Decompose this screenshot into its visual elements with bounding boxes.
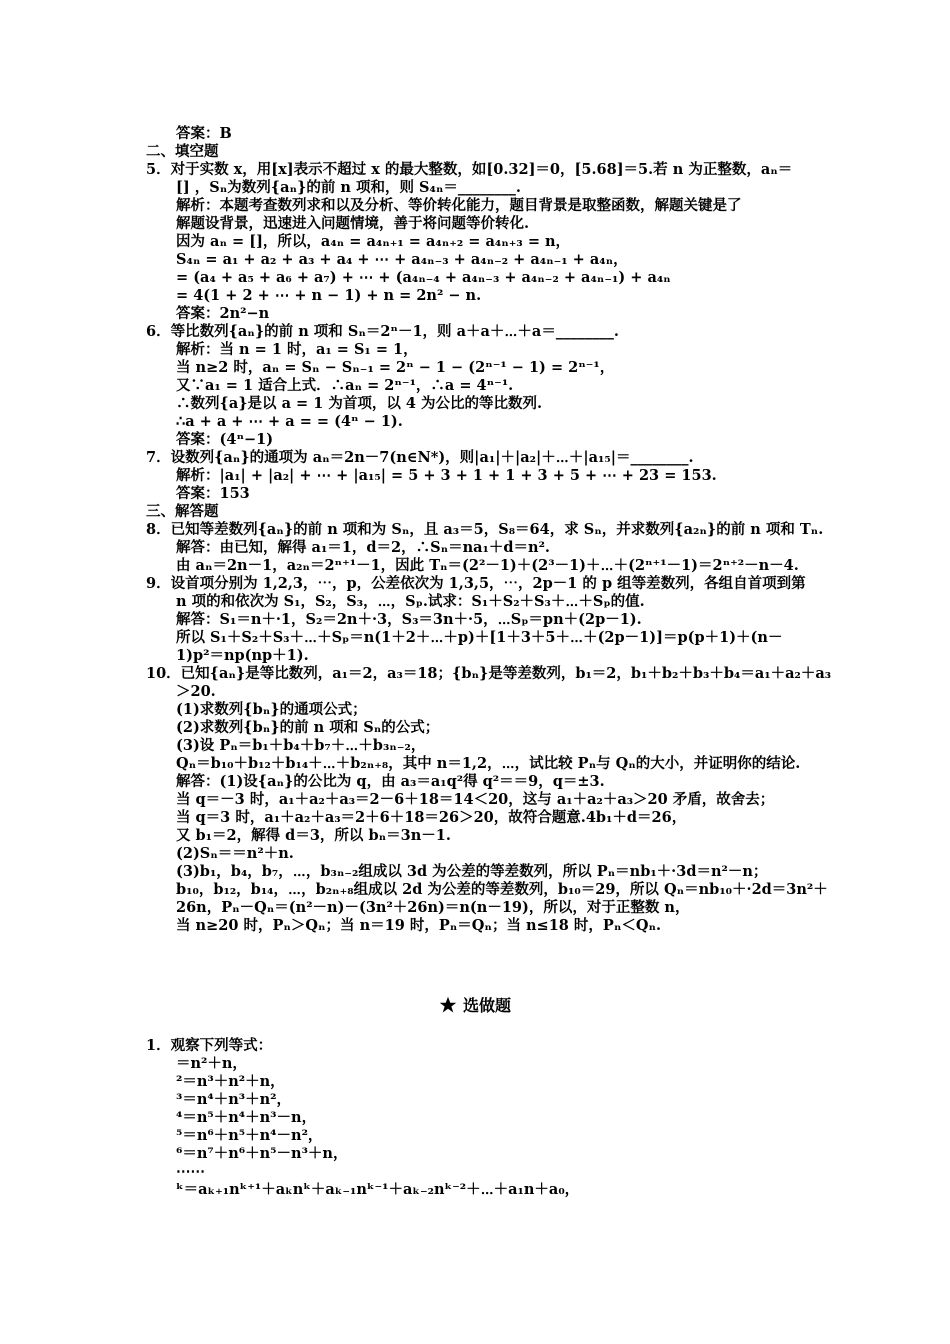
solution-line: 又∵a₁ = 1 适合上式．∴aₙ = 2ⁿ⁻¹，∴a = 4ⁿ⁻¹.: [176, 377, 514, 394]
star-icon: [439, 996, 457, 1014]
solution-line: 又 b₁＝2，解得 d＝3，所以 bₙ＝3n－1.: [176, 827, 451, 844]
solution-line: 1)p²＝np(np＋1).: [176, 647, 309, 664]
optional-section-title: 选做题: [462, 996, 511, 1015]
answer-line: 答案：2n²−n: [176, 305, 270, 322]
analysis-line: 解题设背景，迅速进入问题情境，善于将问题等价转化.: [176, 215, 530, 232]
solution-line: (3)b₁，b₄，b₇，⋯，b₃ₙ₋₂组成以 3d 为公差的等差数列，所以 Pₙ＝nb₁＋·3d＝n²－n；: [176, 863, 768, 880]
section-heading-solve: 三、解答题: [146, 503, 219, 520]
equation-line: ⁵＝n⁶＋n⁵＋n⁴－n²，: [176, 1127, 323, 1144]
analysis-line: 解析：|a₁| + |a₂| + ⋯ + |a₁₅| = 5 + 3 + 1 + 1 + 3 + 5 + ⋯ + 23 = 153.: [176, 467, 717, 484]
answer-line: 答案：B: [176, 125, 232, 142]
solution-line: 由 aₙ＝2n－1，a₂ₙ＝2ⁿ⁺¹－1，因此 Tₙ＝(2²－1)＋(2³－1)＋⋯＋(2ⁿ⁺¹－1)＝2ⁿ⁺²－n－4.: [176, 557, 799, 574]
solution-line: = (a₄ + a₅ + a₆ + a₇) + ⋯ + (a₄ₙ₋₄ + a₄ₙ₋₃ + a₄ₙ₋₂ + a₄ₙ₋₁) + a₄ₙ: [176, 269, 671, 286]
question-10: 10．已知{aₙ}是等比数列，a₁＝2，a₃＝18；{bₙ}是等差数列，b₁＝2，b₁＋b₂＋b₃＋b₄＝a₁＋a₂＋a₃: [146, 665, 832, 682]
question-5-cont: [] ，Sₙ为数列{aₙ}的前 n 项和，则 S₄ₙ＝________.: [176, 179, 521, 196]
equation-line: ³＝n⁴＋n³＋n²，: [176, 1091, 292, 1108]
solution-line: 解答：由已知，解得 a₁＝1，d＝2，∴Sₙ＝na₁＋d＝n².: [176, 539, 550, 556]
question-10-part: Qₙ＝b₁₀＋b₁₂＋b₁₄＋⋯＋b₂ₙ₊₈，其中 n＝1,2，⋯，试比较 Pₙ与 Qₙ的大小，并证明你的结论.: [176, 755, 801, 772]
solution-line: S₄ₙ = a₁ + a₂ + a₃ + a₄ + ⋯ + a₄ₙ₋₃ + a₄ₙ₋₂ + a₄ₙ₋₁ + a₄ₙ，: [176, 251, 628, 268]
question-9-cont: n 项的和依次为 S₁，S₂，S₃，⋯，Sₚ.试求：S₁＋S₂＋S₃＋⋯＋Sₚ的值.: [176, 593, 645, 610]
solution-line: 当 n≥20 时，Pₙ＞Qₙ；当 n＝19 时，Pₙ＝Qₙ；当 n≤18 时，Pₙ＜Qₙ.: [176, 917, 662, 934]
optional-section-heading: [0, 996, 950, 1015]
question-9: 9．设首项分别为 1,2,3，⋯，p，公差依次为 1,3,5，⋯，2p－1 的 p 组等差数列，各组自首项到第: [146, 575, 806, 592]
solution-line: 解答：S₁＝n＋·1，S₂＝2n＋·3，S₃＝3n＋·5，⋯Sₚ＝pn＋(2p－1).: [176, 611, 642, 628]
solution-line: b₁₀，b₁₂，b₁₄，⋯，b₂ₙ₊₈组成以 2d 为公差的等差数列，b₁₀＝29，所以 Qₙ＝nb₁₀＋·2d＝3n²＋: [176, 881, 828, 898]
solution-line: 当 q＝3 时，a₁＋a₂＋a₃＝2＋6＋18＝26＞20，故符合题意.4b₁＋d＝26，: [176, 809, 687, 826]
solution-line: 当 n≥2 时，aₙ = Sₙ − Sₙ₋₁ = 2ⁿ − 1 − (2ⁿ⁻¹ − 1) = 2ⁿ⁻¹，: [176, 359, 615, 376]
section-heading-fill-in: 二、填空题: [146, 143, 219, 160]
answer-line: 答案：(4ⁿ−1): [176, 431, 274, 448]
analysis-line: 解析：本题考查数列求和以及分析、等价转化能力，题目背景是取整函数，解题关键是了: [176, 197, 742, 214]
question-8: 8．已知等差数列{aₙ}的前 n 项和为 Sₙ，且 a₃＝5，S₈＝64，求 Sₙ，并求数列{a₂ₙ}的前 n 项和 Tₙ.: [146, 521, 824, 538]
question-10-part: (2)求数列{bₙ}的前 n 项和 Sₙ的公式；: [176, 719, 440, 736]
optional-question-1: 1．观察下列等式：: [146, 1037, 273, 1054]
solution-line: 所以 S₁＋S₂＋S₃＋⋯＋Sₚ＝n(1＋2＋⋯＋p)＋[1＋3＋5＋⋯＋(2p－1)]＝p(p＋1)＋(n－: [176, 629, 783, 646]
solution-line: 因为 aₙ = []，所以，a₄ₙ = a₄ₙ₊₁ = a₄ₙ₊₂ = a₄ₙ₊₃ = n，: [176, 233, 571, 250]
solution-line: ∴a + a + ⋯ + a = = (4ⁿ − 1).: [176, 413, 403, 430]
solution-line: (2)Sₙ＝＝n²＋n.: [176, 845, 294, 862]
question-10-cont: ＞20.: [176, 683, 216, 700]
analysis-line: 解析：当 n = 1 时，a₁ = S₁ = 1，: [176, 341, 418, 358]
question-7: 7．设数列{aₙ}的通项为 aₙ＝2n－7(n∈N*)，则|a₁|＋|a₂|＋⋯＋|a₁₅|＝________.: [146, 449, 694, 466]
solution-line: 26n，Pₙ－Qₙ＝(n²－n)－(3n²＋26n)＝n(n－19)，所以，对于正整数 n，: [176, 899, 690, 916]
solution-line: 当 q＝－3 时，a₁＋a₂＋a₃＝2－6＋18＝14＜20，这与 a₁＋a₂＋a₃＞20 矛盾，故舍去；: [176, 791, 775, 808]
equation-line: ＝n²＋n，: [176, 1055, 247, 1072]
question-5: 5．对于实数 x，用[x]表示不超过 x 的最大整数，如[0.32]＝0，[5.68]＝5.若 n 为正整数，aₙ＝: [146, 161, 793, 178]
question-10-part: (3)设 Pₙ＝b₁＋b₄＋b₇＋⋯＋b₃ₙ₋₂，: [176, 737, 426, 754]
equation-line: ⁶＝n⁷＋n⁶＋n⁵－n³＋n，: [176, 1145, 348, 1162]
equation-line: ²＝n³＋n²＋n，: [176, 1073, 285, 1090]
ellipsis-line: ⋯⋯: [176, 1163, 205, 1180]
solution-line: ∴数列{a}是以 a = 1 为首项，以 4 为公比的等比数列.: [176, 395, 543, 412]
question-6: 6．等比数列{aₙ}的前 n 项和 Sₙ＝2ⁿ－1，则 a＋a＋⋯＋a＝________.: [146, 323, 619, 340]
equation-line: ᵏ＝aₖ₊₁nᵏ⁺¹＋aₖnᵏ＋aₖ₋₁nᵏ⁻¹＋aₖ₋₂nᵏ⁻²＋⋯＋a₁n＋a₀，: [176, 1181, 580, 1198]
solution-line: = 4(1 + 2 + ⋯ + n − 1) + n = 2n² − n.: [176, 287, 482, 304]
answer-line: 答案：153: [176, 485, 250, 502]
question-10-part: (1)求数列{bₙ}的通项公式；: [176, 701, 367, 718]
solution-line: 解答：(1)设{aₙ}的公比为 q，由 a₃＝a₁q²得 q²＝＝9，q＝±3.: [176, 773, 605, 790]
equation-line: ⁴＝n⁵＋n⁴＋n³－n，: [176, 1109, 317, 1126]
